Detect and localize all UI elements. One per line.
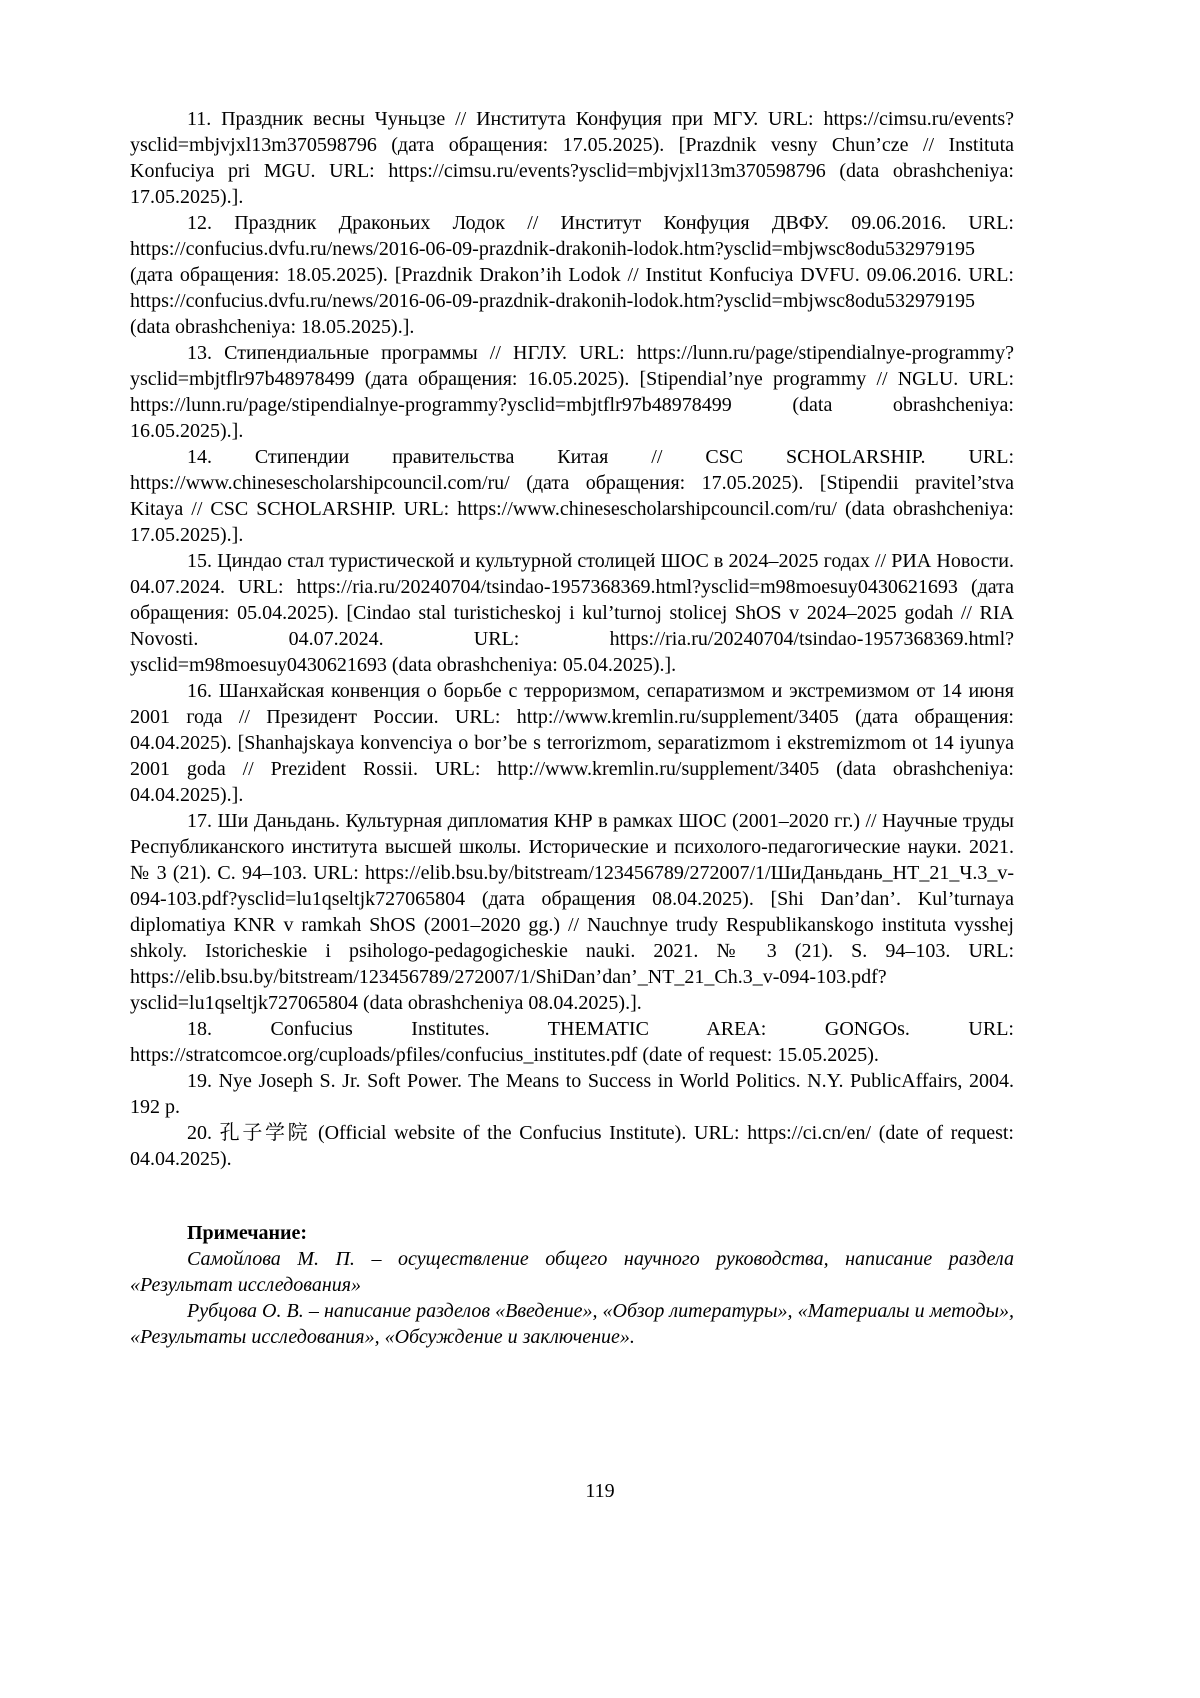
- note-item: Самойлова М. П. – осуществление общего научного руководства, написание раздела «Результат исследования»: [130, 1248, 1014, 1296]
- notes-section: [130, 1220, 1014, 1350]
- references-list: [130, 106, 1014, 1172]
- note-item: Рубцова О. В. – написание разделов «Введение», «Обзор литературы», «Материалы и методы», «Результаты исследования», «Обсуждение и заключение».: [130, 1300, 1014, 1348]
- reference-item: 19. Nye Joseph S. Jr. Soft Power. The Means to Success in World Politics. N.Y. PublicAffairs, 2004. 192 p.: [130, 1070, 1014, 1118]
- reference-item: 13. Стипендиальные программы // НГЛУ. URL: https://lunn.ru/page/stipendialnye-programmy?ysclid=mbjtflr97b48978499 (дата обращения: 16.05.2025). [Stipendial’nye programmy // NGLU. URL: https://lunn.ru/page/stipendialnye-programmy?ysclid=mbjtflr97b48978499 (data obrashcheniya: 16.05.2025).].: [130, 342, 1014, 442]
- page-content: [130, 106, 1014, 1350]
- page-number: 119: [585, 1480, 615, 1502]
- notes-heading: Примечание:: [187, 1222, 308, 1244]
- reference-item: 17. Ши Даньдань. Культурная дипломатия КНР в рамках ШОС (2001–2020 гг.) // Научные труды Республиканского института высшей школы. Исторические и психолого-педагогические науки. 2021. № 3 (21). С. 94–103. URL: https://elib.bsu.by/bitstream/123456789/272007/1/ШиДаньдань_НТ_21_Ч.3_v-094-103.pdf?ysclid=lu1qseltjk727065804 (дата обращения 08.04.2025). [Shi Dan’dan’. Kul’turnaya diplomatiya KNR v ramkah ShOS (2001–2020 gg.) // Nauchnye trudy Respublikanskogo instituta vysshej shkoly. Istoricheskie i psihologo-pedagogicheskie nauki. 2021. № 3 (21). S. 94–103. URL: https://elib.bsu.by/bitstream/123456789/272007/1/ShiDan’dan’_NT_21_Ch.3_v-094-103.pdf?ysclid=lu1qseltjk727065804 (data obrashcheniya 08.04.2025).].: [130, 810, 1014, 1014]
- reference-item: 14. Стипендии правительства Китая // CSC SCHOLARSHIP. URL: https://www.chinesescholarshipcouncil.com/ru/ (дата обращения: 17.05.2025). [Stipendii pravitel’stva Kitaya // CSC SCHOLARSHIP. URL: https://www.chinesescholarshipcouncil.com/ru/ (data obrashcheniya: 17.05.2025).].: [130, 446, 1014, 546]
- reference-item: 18. Confucius Institutes. THEMATIC AREA: GONGOs. URL: https://stratcomcoe.org/cuploads/pfiles/confucius_institutes.pdf (date of request: 15.05.2025).: [130, 1018, 1014, 1066]
- reference-item: 16. Шанхайская конвенция о борьбе с терроризмом, сепаратизмом и экстремизмом от 14 июня 2001 года // Президент России. URL: http://www.kremlin.ru/supplement/3405 (дата обращения: 04.04.2025). [Shanhajskaya konvenciya o bor’be s terrorizmom, separatizmom i ekstremizmom ot 14 iyunya 2001 goda // Prezident Rossii. URL: http://www.kremlin.ru/supplement/3405 (data obrashcheniya: 04.04.2025).].: [130, 680, 1014, 806]
- reference-item: 11. Праздник весны Чуньцзе // Института Конфуция при МГУ. URL: https://cimsu.ru/events?ysclid=mbjvjxl13m370598796 (дата обращения: 17.05.2025). [Prazdnik vesny Chun’cze // Instituta Konfuciya pri MGU. URL: https://cimsu.ru/events?ysclid=mbjvjxl13m370598796 (data obrashcheniya: 17.05.2025).].: [130, 108, 1014, 208]
- reference-item: 20. 孔子学院 (Official website of the Confucius Institute). URL: https://ci.cn/en/ (date of request: 04.04.2025).: [130, 1122, 1014, 1170]
- reference-item: 12. Праздник Драконьих Лодок // Институт Конфуция ДВФУ. 09.06.2016. URL: https://confucius.dvfu.ru/news/2016-06-09-prazdnik-drakonih-lodok.htm?ysclid=mbjwsc8odu532979195 (дата обращения: 18.05.2025). [Prazdnik Drakon’ih Lodok // Institut Konfuciya DVFU. 09.06.2016. URL: https://confucius.dvfu.ru/news/2016-06-09-prazdnik-drakonih-lodok.htm?ysclid=mbjwsc8odu532979195 (data obrashcheniya: 18.05.2025).].: [130, 212, 1014, 338]
- reference-item: 15. Циндао стал туристической и культурной столицей ШОС в 2024–2025 годах // РИА Новости. 04.07.2024. URL: https://ria.ru/20240704/tsindao-1957368369.html?ysclid=m98moesuy0430621693 (дата обращения: 05.04.2025). [Cindao stal turisticheskoj i kul’turnoj stolicej ShOS v 2024–2025 godah // RIA Novosti. 04.07.2024. URL: https://ria.ru/20240704/tsindao-1957368369.html?ysclid=m98moesuy0430621693 (data obrashcheniya: 05.04.2025).].: [130, 550, 1014, 676]
